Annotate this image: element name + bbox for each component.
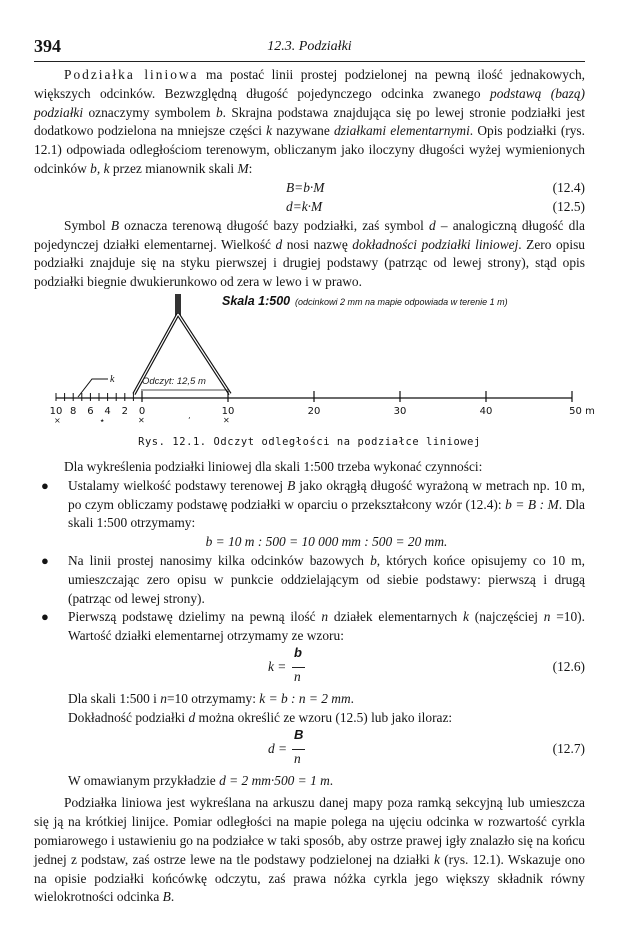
- list-item: ● Pierwszą podstawę dzielimy na pewną ilość n działek elementarnych k (najczęściej n =10). Wartość działki elementarnej otrzymamy ze wzoru:: [41, 609, 585, 644]
- list-item: ● Ustalamy wielkość podstawy terenowej B jako okrągłą długość wyrażoną w metrach np. 10 m, po czym obliczamy podstawę podziałki w oparciu o przekształcony wzór (12.4): b = B : M. Dla skali 1:500 otrzymamy: b = 10 m : 500 = 10 000 mm : 500 = 20 mm.: [34, 477, 585, 552]
- header-rule: [34, 61, 585, 62]
- equation-number: (12.7): [552, 740, 585, 756]
- paragraph-steps-intro: Dla wykreślenia podziałki liniowej dla skali 1:500 trzeba wykonać czynności:: [64, 458, 483, 474]
- equation-12-7: [34, 728, 585, 772]
- tick-label-left: 0: [138, 405, 146, 417]
- equation-formula: B=b·M: [286, 179, 325, 195]
- term-elementary: działkami elementarnymi: [333, 123, 470, 139]
- running-header: [34, 36, 585, 58]
- bullet-icon: ●: [41, 552, 49, 568]
- tick-label-right: 10: [221, 405, 235, 417]
- bullet-icon: ●: [41, 477, 49, 493]
- equation-12-5: [34, 198, 585, 217]
- bullet-icon: ●: [41, 609, 49, 625]
- tick-label-left: 2: [121, 405, 128, 417]
- scale-title: Skala 1:500: [222, 293, 291, 308]
- equation-12-6: [34, 646, 585, 690]
- tick-label-left: 8: [70, 405, 77, 417]
- body-text: [34, 66, 595, 907]
- equation-lhs: k =: [268, 658, 287, 674]
- figure-linear-scale: [34, 293, 595, 454]
- line-example: W omawianym przykładzie d = 2 mm·500 = 1 m.: [68, 772, 334, 788]
- tick-label-left: 4: [104, 405, 111, 417]
- tick-label-right: 20: [307, 405, 321, 417]
- svg-text:✕: ✕: [223, 415, 230, 425]
- fraction-denominator: n: [294, 750, 301, 766]
- list-item: ● Na linii prostej nanosimy kilka odcinków bazowych b, których końce opisujemy co 10 m, umieszczając zero opisu w punkcie oddzielającym od siebie podstawy: pierwszą i drugą (patrząc od lewej strony).: [41, 552, 585, 606]
- svg-text:ʼ: ʼ: [188, 415, 191, 425]
- section-title: 12.3. Podziałki: [267, 39, 352, 54]
- figure-caption: Rys. 12.1. Odczyt odległości na podziałce liniowej: [138, 435, 481, 448]
- term-lead: Podziałka liniowa: [64, 67, 199, 82]
- svg-text:×: ×: [54, 415, 61, 425]
- line-accuracy: Dokładność podziałki d można określić ze wzoru (12.5) lub jako iloraz:: [68, 709, 453, 725]
- term-base: podstawą (bazą) podziałki: [34, 85, 585, 120]
- scale-diagram: [10, 294, 610, 434]
- calculation-line: b = 10 m : 500 = 10 000 mm : 500 = 20 mm.: [205, 534, 448, 550]
- tick-label-right: 40: [479, 405, 493, 417]
- paragraph-symbols: Symbol B oznacza terenową długość bazy podziałki, zaś symbol d – analogiczną długość dla pojedynczej działki elementarnej. Wielkość d nosi nazwę dokładności podziałki liniowej. Zero opisu podziałki znajduje się na styku pierwszej i drugiej podstawy (patrząc od lewej strony), stąd opis podziałki biegnie dwukierunkowo od zera w lewo i w prawo.: [34, 217, 585, 290]
- equation-lhs: d =: [268, 740, 288, 756]
- scale-bar-decoration: [54, 416, 230, 425]
- fraction-denominator: n: [294, 668, 301, 684]
- tick-label-right: 50 m: [569, 405, 595, 417]
- tick-label-right: 30: [393, 405, 407, 417]
- line-result-k: Dla skali 1:500 i n=10 otrzymamy: k = b : n = 2 mm.: [68, 690, 354, 706]
- equation-number: (12.5): [552, 198, 585, 214]
- paragraph-definition: Podziałka liniowa ma postać linii prostej podzielonej na pewną ilość jednakowych, większych odcinków. Bezwzględną długość pojedynczego odcinka zwanego podstawą (bazą) podziałki oznaczymy symbolem b. Skrajna podstawa znajdująca się po lewej stronie podziałki jest dodatkowo podzielona na mniejsze części k nazywane działkami elementarnymi. Opis podziałki (rys. 12.1) odpowiada odległościom terenowym, obliczanym jako iloczyny długości wyżej wymienionych odcinków b, k przez mianownik skali M:: [34, 67, 585, 176]
- steps-list: [34, 477, 585, 646]
- equation-number: (12.4): [552, 179, 585, 195]
- page-number: 394: [34, 36, 61, 56]
- reading-label: Odczyt: 12,5 m: [142, 375, 206, 387]
- fraction-numerator: b: [294, 644, 302, 660]
- term-accuracy: dokładności podziałki liniowej: [352, 236, 519, 252]
- fraction-numerator: B: [294, 726, 304, 742]
- scale-note: (odcinkowi 2 mm na mapie odpowiada w terenie 1 m): [295, 296, 508, 307]
- equation-12-4: [34, 179, 585, 198]
- tick-label-left: 6: [87, 405, 94, 417]
- paragraph-measurement: Podziałka liniowa jest wykreślana na arkuszu danej mapy poza ramką sekcyjną lub umieszcza się ją na krótkiej linijce. Pomiar odległości na mapie polega na ujęciu odcinka w rozwartość cyrkla pomiarowego i ustawieniu go na podziałce w taki sposób, aby ostrze prawej igły znalazło się na końcu jednej z podstaw, zaś ostrze lewe na tle podstawy podzielonej na działki k (rys. 12.1). Wskazuje ono na opisie podziałki końcówkę odczytu, zaś prawa nóżka cyrkla jego większy składnik równy wielokrotności odcinka B.: [34, 795, 585, 905]
- scale-bar: [50, 391, 595, 417]
- equation-number: (12.6): [552, 658, 585, 674]
- k-leader-line: [78, 379, 108, 397]
- tick-label-left: 10: [49, 405, 63, 417]
- equation-formula: d=k·M: [286, 198, 323, 214]
- svg-text:٭: ٭: [100, 415, 105, 425]
- svg-text:✕: ✕: [138, 415, 145, 425]
- k-label: k: [110, 373, 115, 385]
